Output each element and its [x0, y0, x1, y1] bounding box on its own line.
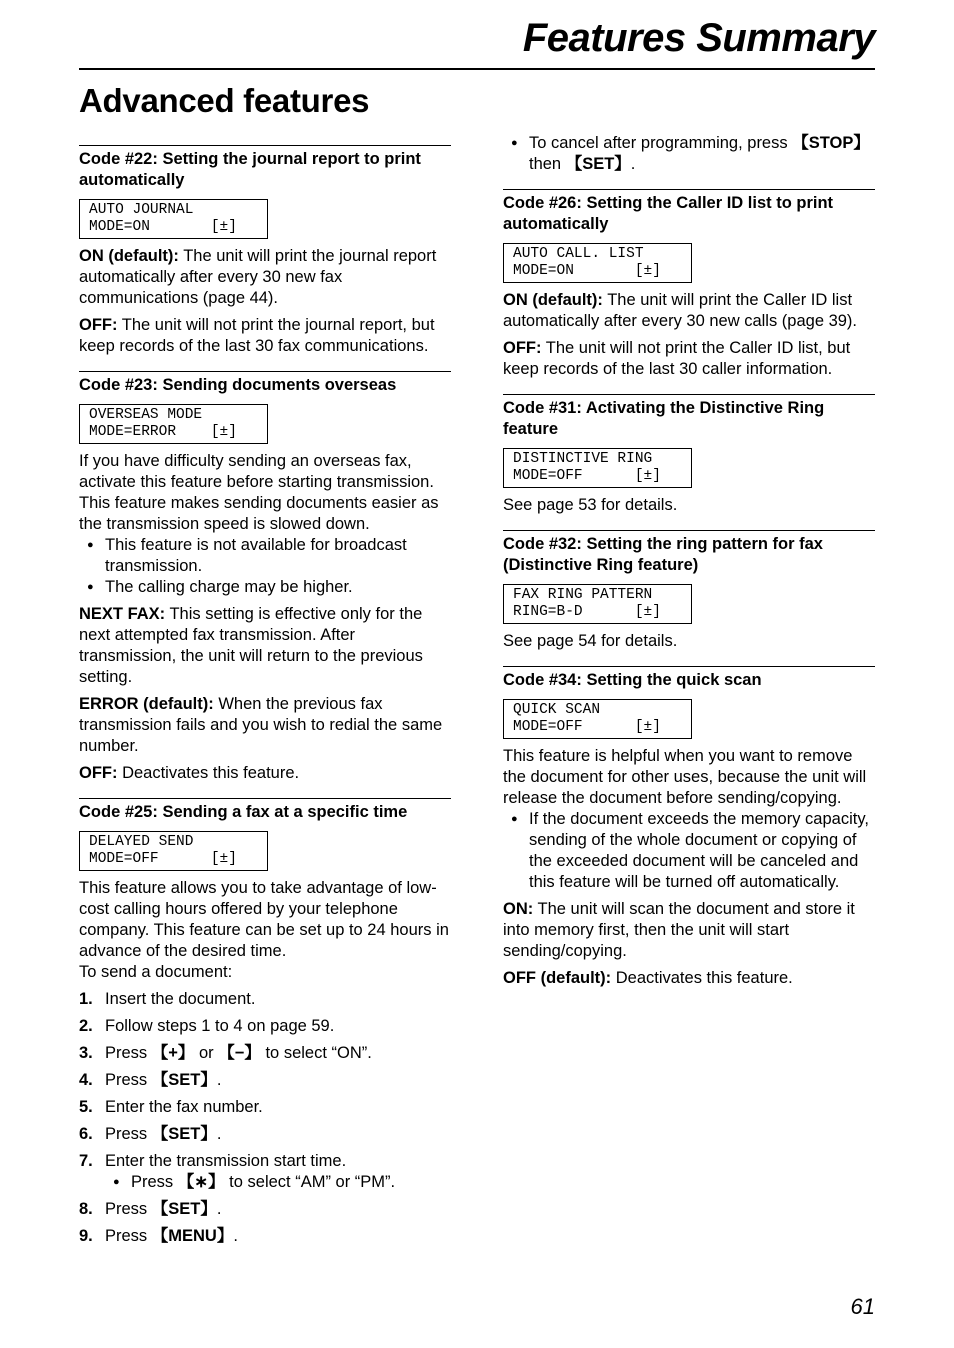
option-text: When the previous fax transmission fails and you wish to redial the same number. — [79, 695, 443, 755]
option-label: OFF: — [79, 316, 118, 334]
step-number: 4. — [79, 1071, 93, 1089]
lcd-display — [503, 243, 692, 283]
step-number: 5. — [79, 1098, 93, 1116]
intro-text: If you have difficulty sending an overseas fax, activate this feature before starting transmission. This feature makes sending documents easier as the transmission speed is slowed down. — [79, 452, 439, 533]
step-text: . — [216, 1071, 222, 1089]
set-key: 【SET】 — [151, 1200, 217, 1218]
option-text: Deactivates this feature. — [117, 764, 300, 782]
option-text: The unit will print the journal report automatically after every 30 new fax communications (page 44). — [79, 247, 437, 307]
lcd-line-1: DELAYED SEND — [89, 834, 194, 850]
option-off — [503, 968, 875, 989]
note-text: To cancel after programming, press — [529, 134, 793, 152]
bullet-item: ● If the document exceeds the memory capacity, sending of the whole document or copying of the exceeded document will be canceled and this feature will be turned off automatically. — [503, 809, 875, 893]
code-25-section — [79, 798, 451, 1247]
step-number: 3. — [79, 1044, 93, 1062]
step-number: 7. — [79, 1152, 93, 1170]
step-text: Press — [105, 1200, 152, 1218]
step-text: . — [216, 1200, 222, 1218]
option-label: OFF: — [79, 764, 118, 782]
step-item — [79, 989, 451, 1010]
option-next-fax — [79, 604, 451, 688]
option-text: This setting is effective only for the next attempted fax transmission. After transmission, the unit will return to the previous setting. — [79, 605, 423, 686]
step-text: . — [216, 1125, 222, 1143]
lcd-line-2: MODE=OFF [±] — [513, 719, 661, 735]
code-23-section — [79, 371, 451, 784]
step-text: to select “AM” or “PM”. — [224, 1173, 396, 1191]
code-23-title: Code #23: Sending documents overseas — [79, 376, 397, 394]
lcd-display — [503, 699, 692, 739]
option-text: Deactivates this feature. — [611, 969, 793, 987]
step-text: Press — [105, 1125, 152, 1143]
option-on — [503, 899, 875, 962]
option-on — [79, 246, 451, 309]
bullet-list — [503, 133, 875, 175]
chapter-title: Features Summary — [522, 16, 875, 60]
code-26-section — [503, 189, 875, 380]
lcd-display — [503, 448, 692, 488]
step-text: to select “ON”. — [260, 1044, 372, 1062]
lcd-display — [79, 199, 268, 239]
code-22-title: Code #22: Setting the journal report to print automatically — [79, 150, 421, 189]
step-text: . — [233, 1227, 238, 1245]
step-item — [79, 1043, 451, 1064]
bullet-item: ● The calling charge may be higher. — [79, 577, 451, 598]
code-26-title: Code #26: Setting the Caller ID list to print automatically — [503, 194, 834, 233]
step-item — [79, 1016, 451, 1037]
step-text: Press — [105, 1071, 152, 1089]
lcd-line-2: RING=B-D [±] — [513, 604, 661, 620]
option-label: OFF: — [503, 339, 542, 357]
lcd-line-1: AUTO CALL. LIST — [513, 246, 644, 262]
step-text: Enter the transmission start time. — [105, 1152, 347, 1170]
lcd-line-2: MODE=ON [±] — [89, 219, 237, 235]
step-sub-bullet — [105, 1172, 451, 1193]
lcd-line-1: OVERSEAS MODE — [89, 407, 203, 423]
option-off — [503, 338, 875, 380]
intro-text: This feature is helpful when you want to remove the document for other uses, because the unit will release the document before sending/copying. — [503, 747, 867, 807]
set-key: 【SET】 — [151, 1125, 217, 1143]
lcd-display — [79, 404, 268, 444]
lcd-line-1: AUTO JOURNAL — [89, 202, 194, 218]
option-label: ERROR (default): — [79, 695, 214, 713]
plus-key: 【+】 — [151, 1044, 195, 1062]
step-list — [79, 989, 451, 1247]
code-34-title: Code #34: Setting the quick scan — [503, 671, 762, 689]
option-text: The unit will scan the document and store it into memory first, then the unit will start sending/copying. — [503, 900, 855, 960]
step-text: Press — [131, 1173, 178, 1191]
step-item — [79, 1199, 451, 1220]
set-key: 【SET】 — [565, 155, 631, 173]
lcd-line-2: MODE=ON [±] — [513, 263, 661, 279]
option-text: The unit will not print the journal report, but keep records of the last 30 fax communications. — [79, 316, 435, 355]
to-send-label: To send a document: — [79, 963, 233, 981]
code-22-section — [79, 145, 451, 357]
step-text: Follow steps 1 to 4 on page 59. — [105, 1017, 335, 1035]
lcd-display — [79, 831, 268, 871]
right-column — [503, 133, 875, 995]
step-number: 2. — [79, 1017, 93, 1035]
option-text: The unit will not print the Caller ID list, but keep records of the last 30 caller information. — [503, 339, 851, 378]
option-label: ON (default): — [503, 291, 603, 309]
code-31-title: Code #31: Activating the Distinctive Ring feature — [503, 399, 825, 438]
code-32-section — [503, 530, 875, 652]
lcd-line-1: DISTINCTIVE RING — [513, 451, 653, 467]
step-number: 9. — [79, 1227, 93, 1245]
step-item — [79, 1124, 451, 1145]
lcd-display — [503, 584, 692, 624]
star-key: 【∗】 — [177, 1173, 225, 1191]
intro-text: This feature allows you to take advantage of low-cost calling hours offered by your telephone company. This feature can be set up to 24 hours in advance of the desired time. — [79, 879, 449, 960]
option-label: NEXT FAX: — [79, 605, 166, 623]
option-off — [79, 763, 451, 784]
step-item — [79, 1070, 451, 1091]
step-number: 6. — [79, 1125, 93, 1143]
bullet-item: ● This feature is not available for broadcast transmission. — [79, 535, 451, 577]
lcd-line-2: MODE=ERROR [±] — [89, 424, 237, 440]
option-label: ON: — [503, 900, 534, 918]
step-text: or — [194, 1044, 219, 1062]
code-34-section — [503, 666, 875, 989]
step-text: Press — [105, 1227, 152, 1245]
minus-key: 【−】 — [218, 1044, 261, 1062]
lcd-line-2: MODE=OFF [±] — [513, 468, 661, 484]
option-text: The unit will print the Caller ID list automatically after every 30 new calls (page 39). — [503, 291, 858, 330]
step-text: Insert the document. — [105, 990, 256, 1008]
lcd-line-2: MODE=OFF [±] — [89, 851, 237, 867]
bullet-list — [503, 809, 875, 893]
code-25-title: Code #25: Sending a fax at a specific time — [79, 803, 408, 821]
note-text: then — [529, 155, 566, 173]
note-text: . — [630, 155, 636, 173]
bullet-list — [79, 535, 451, 598]
stop-key: 【STOP】 — [792, 134, 870, 152]
option-error — [79, 694, 451, 757]
option-on — [503, 290, 875, 332]
step-item — [79, 1097, 451, 1118]
cancel-note — [503, 133, 875, 175]
step-number: 1. — [79, 990, 93, 1008]
option-off — [79, 315, 451, 357]
left-column — [79, 133, 451, 1253]
code-31-section — [503, 394, 875, 516]
lcd-line-1: QUICK SCAN — [513, 702, 601, 718]
details-text: See page 53 for details. — [503, 496, 678, 514]
menu-key: 【MENU】 — [151, 1227, 234, 1245]
option-label: ON (default): — [79, 247, 179, 265]
option-label: OFF (default): — [503, 969, 612, 987]
section-title: Advanced features — [79, 82, 370, 119]
step-number: 8. — [79, 1200, 93, 1218]
lcd-line-1: FAX RING PATTERN — [513, 587, 653, 603]
step-item — [79, 1151, 451, 1193]
page-number: 61 — [850, 1294, 875, 1319]
step-text: Enter the fax number. — [105, 1098, 263, 1116]
page-header — [79, 12, 875, 70]
set-key: 【SET】 — [151, 1071, 217, 1089]
code-32-title: Code #32: Setting the ring pattern for fax (Distinctive Ring feature) — [503, 535, 823, 574]
details-text: See page 54 for details. — [503, 632, 678, 650]
step-item — [79, 1226, 451, 1247]
step-text: Press — [105, 1044, 152, 1062]
